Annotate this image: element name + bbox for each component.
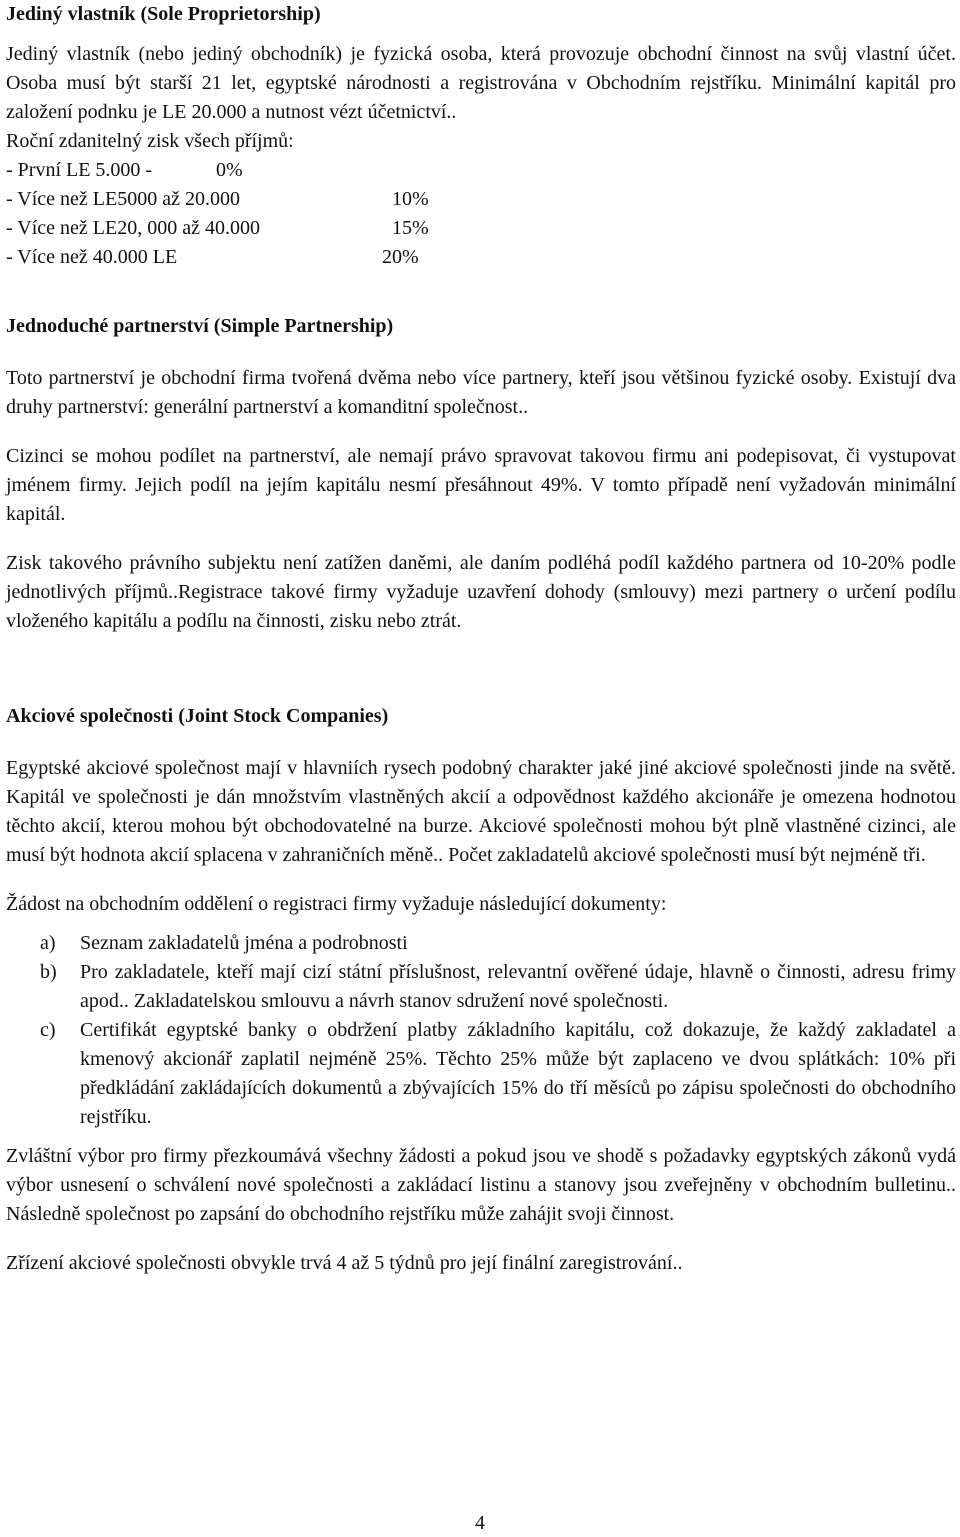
section-heading: Akciové společnosti (Joint Stock Companies) [6,705,389,727]
list-item [6,958,956,1016]
tax-row [6,243,956,272]
list-marker: b) [40,961,57,983]
list-item [6,1016,956,1132]
tax-rate: 0% [216,159,243,181]
section-paragraph: Zřízení akciové společnosti obvykle trvá 4 až 5 týdnů pro její finální zaregistrování.. [6,1252,683,1274]
document-list [6,929,956,1132]
list-marker: a) [40,932,56,954]
section-paragraph: Cizinci se mohou podílet na partnerství, ale nemají právo spravovat takovou firmu ani podepisovat, či vystupovat jménem firmy. Jejich podíl na jejím kapitálu nesmí přesáhnout 49%. V tomto případě není vyžadován minimální kapitál. [6,445,956,525]
list-text: Certifikát egyptské banky o obdržení platby základního kapitálu, což dokazuje, že každý zakladatel a kmenový akcionář zaplatil nejméně 25%. Těchto 25% může být zaplaceno ve dvou splátkách: 10% při předkládání zakládajících dokumentů a zbývajících 15% do tří měsíců po zápisu společnosti do obchodního rejstříku. [80,1019,956,1128]
tax-row [6,185,956,214]
section-paragraph: Egyptské akciové společnost mají v hlavniích rysech podobný charakter jaké jiné akciové společnosti jinde na světě. Kapitál ve společnosti je dán množstvím vlastněných akcií a odpovědnost každého akcionáře je omezena hodnotou těchto akcií, kterou mohou být obchodovatelné na burze. Akciové společnosti mohou být plně vlastněné cizinci, ale musí být hodnota akcií splacena v zahraničních měně.. Počet zakladatelů akciové společnosti musí být nejméně tři. [6,757,956,866]
tax-rate: 15% [392,217,429,239]
section-heading: Jednoduché partnerství (Simple Partnership) [6,315,394,337]
page-number: 4 [475,1512,485,1534]
tax-row [6,156,956,185]
tax-table [6,156,956,272]
list-item [6,929,956,958]
tax-rate: 10% [392,188,429,210]
tax-rate: 20% [382,246,419,268]
section-paragraph: Jediný vlastník (nebo jediný obchodník) je fyzická osoba, která provozuje obchodní činnost na svůj vlastní účet. Osoba musí být starší 21 let, egyptské národnosti a registrována v Obchodním rejstříku. Minimální kapitál pro založení podnku je LE 20.000 a nutnost vézt účetnictví.. [6,43,956,123]
section-paragraph: Zisk takového právního subjektu není zatížen daněmi, ale daním podléhá podíl každého partnera od 10-20% podle jednotlivých příjmů..Registrace takové firmy vyžaduje uzavření dohody (smlouvy) mezi partnery o určení podílu vloženého kapitálu a podílu na činnosti, zisku nebo ztrát. [6,552,956,632]
section-paragraph: Žádost na obchodním oddělení o registraci firmy vyžaduje následující dokumenty: [6,893,667,915]
section-paragraph: Zvláštní výbor pro firmy přezkoumává všechny žádosti a pokud jsou ve shodě s požadavky egyptských zákonů vydá výbor usnesení o schválení nové společnosti a zakládací listinu a stanovy jsou zveřejněny v obchodním bulletinu.. Následně společnost po zapsání do obchodního rejstříku může zahájit svoji činnost. [6,1145,956,1225]
section-simple-partnership [6,312,956,636]
section-paragraph: Toto partnerství je obchodní firma tvořená dvěma nebo více partnery, kteří jsou většinou fyzické osoby. Existují dva druhy partnerství: generální partnerství a komanditní společnost.. [6,367,956,418]
tax-bracket: - Více než LE5000 až 20.000 [6,188,240,210]
tax-bracket: - Více než LE20, 000 až 40.000 [6,217,260,239]
list-text: Seznam zakladatelů jména a podrobnosti [80,932,408,954]
section-joint-stock-companies [6,702,956,1278]
list-marker: c) [40,1019,56,1041]
tax-bracket: - Více než 40.000 LE [6,246,178,268]
list-text: Pro zakladatele, kteří mají cizí státní příslušnost, relevantní ověřené údaje, hlavně o činnosti, adresu frimy apod.. Zakladatelskou smlouvu a návrh stanov sdružení nové společnosti. [80,961,956,1012]
section-heading: Jediný vlastník (Sole Proprietorship) [6,3,321,25]
section-sole-proprietorship [6,0,956,272]
tax-bracket: - První LE 5.000 - [6,159,153,181]
tax-title: Roční zdanitelný zisk všech příjmů: [6,130,294,152]
tax-row [6,214,956,243]
